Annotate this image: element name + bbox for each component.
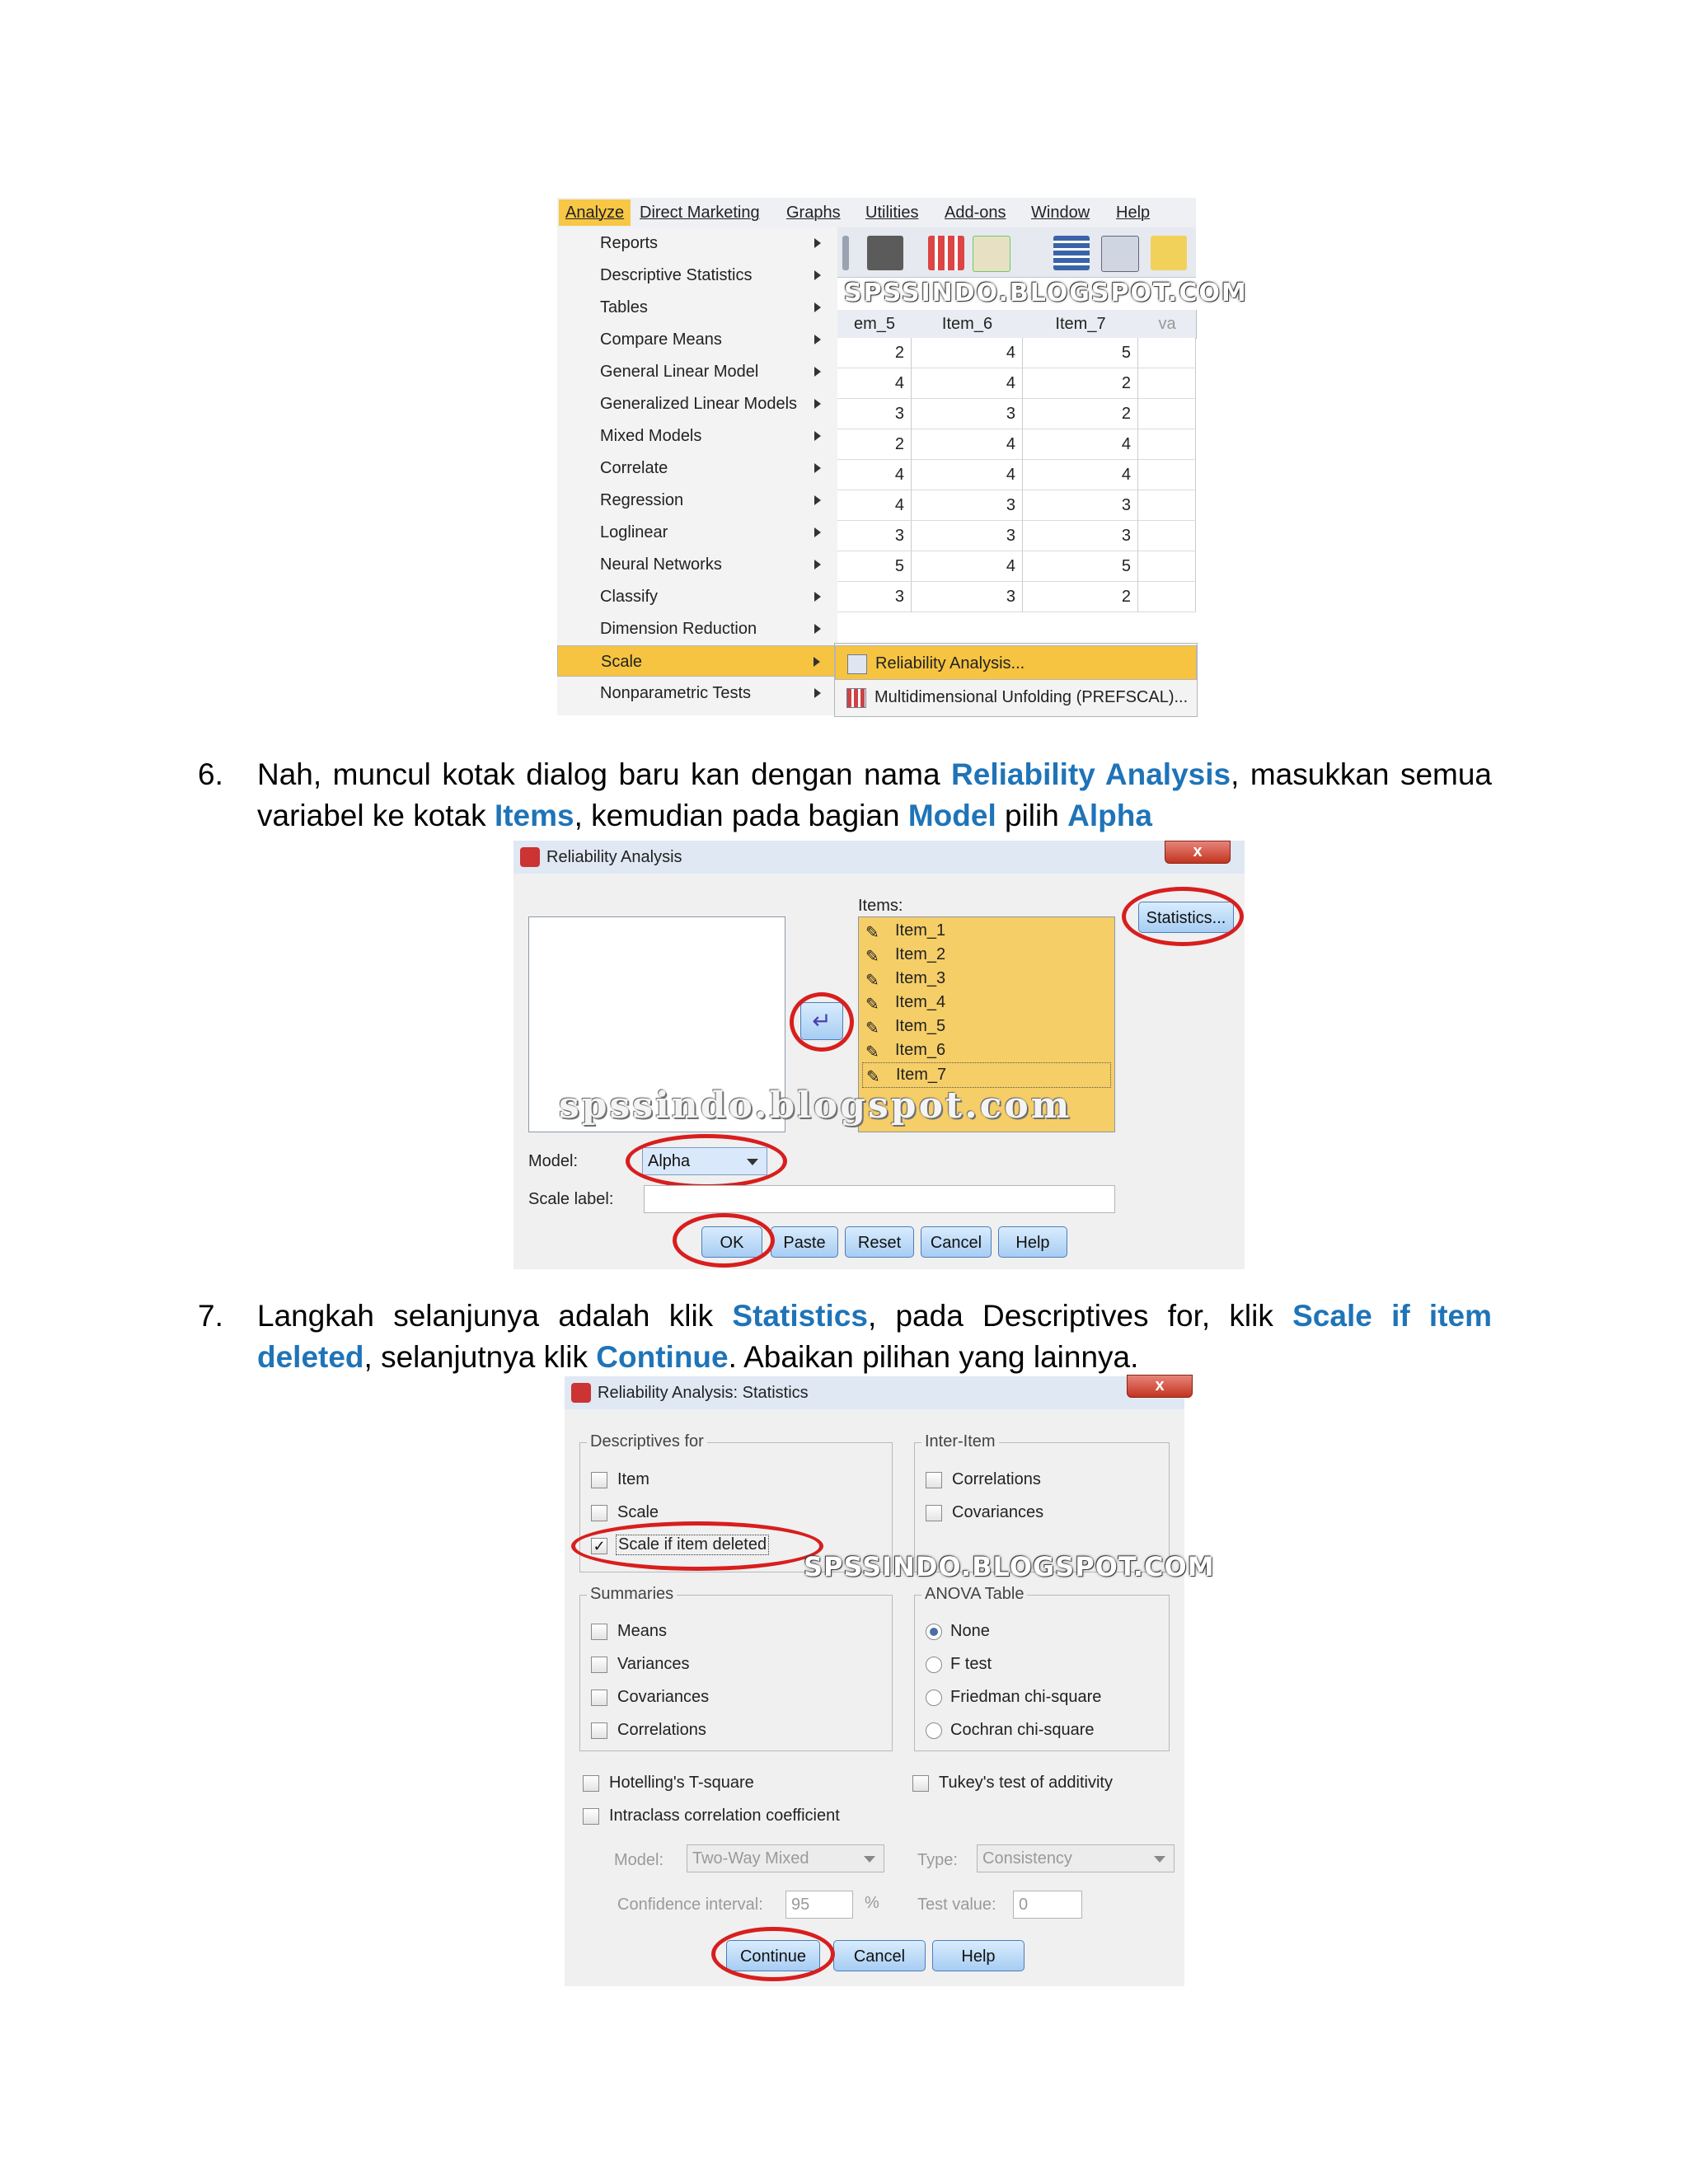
grid-cell[interactable]: 4: [1023, 429, 1138, 460]
dialog-title: Reliability Analysis: [546, 848, 682, 866]
group-title: ANOVA Table: [921, 1585, 1027, 1604]
grid-cell[interactable]: 2: [837, 338, 912, 368]
covariances-summary-checkbox[interactable]: [591, 1690, 607, 1706]
model-label: Model:: [614, 1851, 664, 1869]
menu-item-label: Reports: [600, 234, 659, 252]
step-7-paragraph: [198, 1296, 1492, 1378]
submenu-arrow-icon: [814, 335, 821, 344]
help-button[interactable]: Help: [998, 1226, 1067, 1258]
submenu-arrow-icon: [814, 463, 821, 473]
menu-item-neural-networks[interactable]: [557, 549, 837, 580]
menu-item-mixed-models[interactable]: [557, 420, 837, 452]
step-6-paragraph: [198, 754, 1492, 837]
menu-item-label: Nonparametric Tests: [600, 684, 752, 702]
text: pilih: [996, 799, 1068, 832]
model-value: Alpha: [648, 1152, 691, 1170]
app-icon: [520, 847, 540, 867]
type-label: Type:: [917, 1851, 958, 1869]
items-label: Items:: [858, 897, 903, 915]
grid-cell[interactable]: 3: [912, 399, 1023, 429]
text: Nah, muncul kotak dialog baru kan dengan nama: [257, 757, 952, 791]
text: , pada Descriptives for, klik: [867, 1299, 1293, 1333]
menu-item-label: Regression: [600, 491, 684, 509]
menu-item-regression[interactable]: [557, 485, 837, 516]
menu-item-label: Descriptive Statistics: [600, 266, 753, 284]
close-button[interactable]: x: [1165, 841, 1231, 864]
menu-graphs[interactable]: Graphs: [786, 204, 841, 222]
correlations-checkbox[interactable]: [926, 1472, 942, 1488]
highlight: Continue: [596, 1340, 729, 1374]
intraclass-checkbox[interactable]: [583, 1808, 599, 1825]
f-test-radio[interactable]: [926, 1657, 942, 1673]
checkbox-label: Hotelling's T-square: [609, 1774, 754, 1792]
menu-item-label: Tables: [600, 298, 648, 316]
dialog-title: Reliability Analysis: Statistics: [598, 1384, 809, 1402]
text: , masukkan semua variabel ke kotak: [257, 757, 1492, 832]
move-arrow-button[interactable]: ↵: [800, 1002, 843, 1040]
radio-label: Cochran chi-square: [950, 1721, 1095, 1739]
submenu-arrow-icon: [814, 302, 821, 312]
menu-item-tables[interactable]: [557, 292, 837, 323]
menu-item-loglinear[interactable]: [557, 517, 837, 548]
close-button[interactable]: x: [1127, 1375, 1193, 1398]
model-value: Two-Way Mixed: [692, 1849, 809, 1868]
insert-variable-icon[interactable]: [973, 236, 1010, 272]
radio-label: F test: [950, 1655, 992, 1673]
grid-cell[interactable]: 4: [837, 460, 912, 490]
submenu-item-label: Multidimensional Unfolding (PREFSCAL)...: [874, 688, 1189, 706]
grid-cell[interactable]: 4: [837, 490, 912, 521]
menu-analyze[interactable]: Analyze: [559, 199, 631, 226]
item-label: Item_7: [896, 1066, 947, 1084]
analyze-dropdown: [557, 227, 838, 715]
tukey-checkbox[interactable]: [912, 1775, 929, 1792]
grid-cell[interactable]: 4: [912, 368, 1023, 399]
menu-item-label: Correlate: [600, 459, 668, 477]
text: Langkah selanjunya adalah klik: [257, 1299, 733, 1333]
checkbox-label: Covariances: [617, 1688, 710, 1706]
highlight: Statistics: [732, 1299, 868, 1333]
highlight: Alpha: [1067, 799, 1152, 832]
grid-cell[interactable]: 3: [1023, 521, 1138, 551]
group-title: Summaries: [587, 1585, 677, 1604]
confidence-interval-label: Confidence interval:: [617, 1896, 763, 1914]
menu-window[interactable]: Window: [1031, 204, 1090, 222]
highlight-ring: [790, 992, 854, 1052]
menu-item-label: Compare Means: [600, 330, 722, 349]
toolbar-separator: [842, 236, 849, 270]
chevron-down-icon: [864, 1856, 875, 1863]
grid-cell[interactable]: 5: [837, 551, 912, 582]
grid-cell[interactable]: 2: [1023, 582, 1138, 612]
ok-button[interactable]: OK: [701, 1226, 762, 1258]
menu-item-compare-means[interactable]: [557, 324, 837, 355]
correlations-summary-checkbox[interactable]: [591, 1722, 607, 1739]
column-header[interactable]: Item_6: [912, 310, 1024, 339]
text: , kemudian pada bagian: [574, 799, 908, 832]
cochran-radio[interactable]: [926, 1722, 942, 1739]
grid-cell[interactable]: 3: [912, 490, 1023, 521]
checkbox-label: Covariances: [952, 1503, 1044, 1521]
submenu-arrow-icon: [814, 527, 821, 537]
scale-variable-icon: ✎: [865, 1019, 879, 1038]
menu-item-generalized-linear-models[interactable]: [557, 388, 837, 419]
reset-button[interactable]: Reset: [845, 1226, 914, 1258]
type-dropdown: [977, 1844, 1175, 1872]
chevron-down-icon: [1154, 1856, 1165, 1863]
grid-cell[interactable]: [1138, 521, 1196, 551]
select-cases-icon[interactable]: [1151, 236, 1187, 270]
submenu-arrow-icon: [814, 431, 821, 441]
continue-button[interactable]: Continue: [726, 1940, 820, 1971]
menu-item-label: Dimension Reduction: [600, 620, 757, 638]
highlight-ring: [1122, 887, 1244, 946]
highlight-ring: [673, 1213, 775, 1268]
grid-cell[interactable]: 3: [912, 521, 1023, 551]
grid-cell[interactable]: [1138, 368, 1196, 399]
highlight: Scale if item deleted: [257, 1299, 1492, 1374]
menu-item-general-linear-model[interactable]: [557, 356, 837, 387]
menu-item-label: General Linear Model: [600, 363, 759, 381]
grid-cell[interactable]: [1138, 399, 1196, 429]
cancel-button[interactable]: Cancel: [833, 1940, 926, 1971]
group-title: Inter-Item: [921, 1432, 999, 1451]
submenu-item-reliability-analysis[interactable]: [835, 645, 1197, 680]
item-checkbox[interactable]: [591, 1472, 607, 1488]
highlight-ring: [571, 1521, 823, 1571]
menubar: [557, 198, 1196, 228]
menu-item-descriptive-statistics[interactable]: [557, 260, 837, 291]
menu-help[interactable]: Help: [1116, 204, 1151, 222]
watermark: spssindo.blogspot.com: [559, 1085, 1072, 1127]
reliability-analysis-dialog: [513, 841, 1245, 1269]
scale-variable-icon: ✎: [866, 1068, 880, 1086]
grid-cell[interactable]: [1138, 338, 1196, 368]
scale-label-input[interactable]: [644, 1185, 1115, 1213]
reliability-statistics-dialog: [565, 1376, 1215, 1986]
split-file-icon[interactable]: [1053, 236, 1090, 270]
submenu-arrow-icon: [814, 399, 821, 409]
grid-cell[interactable]: [1138, 551, 1196, 582]
checkbox-label: Scale: [617, 1503, 659, 1521]
submenu-arrow-icon: [814, 238, 821, 248]
reliability-icon: [847, 654, 867, 674]
grid-cell[interactable]: [1138, 490, 1196, 521]
watermark: SPSSINDO.BLOGSPOT.COM: [844, 279, 1248, 307]
grid-cell[interactable]: [1138, 582, 1196, 612]
submenu-item-label: Reliability Analysis...: [875, 654, 1025, 673]
toolbar: [837, 227, 1196, 278]
menu-item-reports[interactable]: [557, 227, 837, 259]
covariances-checkbox[interactable]: [926, 1505, 942, 1521]
submenu-arrow-icon: [814, 624, 821, 634]
title-bar: [513, 841, 1245, 874]
percent-label: %: [865, 1894, 879, 1912]
submenu-arrow-icon: [814, 592, 821, 602]
scale-variable-icon: ✎: [865, 972, 879, 990]
grid-cell[interactable]: 5: [1023, 551, 1138, 582]
scale-submenu: [834, 643, 1198, 717]
group-title: Descriptives for: [587, 1432, 707, 1451]
confidence-interval-input: 95: [785, 1891, 853, 1919]
step-number: 6.: [198, 757, 223, 791]
item-label: Item_4: [895, 993, 946, 1011]
scale-variable-icon: ✎: [865, 1043, 879, 1062]
submenu-arrow-icon: [814, 560, 821, 569]
checkbox-label: Correlations: [952, 1470, 1041, 1488]
menu-item-label: Loglinear: [600, 523, 668, 541]
hotelling-checkbox[interactable]: [583, 1775, 599, 1792]
scale-if-item-deleted-checkbox[interactable]: ✓: [591, 1538, 607, 1554]
highlight-ring: [626, 1134, 787, 1188]
submenu-arrow-icon: [814, 495, 821, 505]
menu-add-ons[interactable]: Add-ons: [945, 204, 1006, 222]
grid-cell[interactable]: 4: [912, 338, 1023, 368]
grid-cell[interactable]: 5: [1023, 338, 1138, 368]
grid-cell[interactable]: 3: [912, 582, 1023, 612]
radio-label: Friedman chi-square: [950, 1688, 1102, 1706]
paste-button[interactable]: Paste: [771, 1226, 838, 1258]
checkbox-label: Tukey's test of additivity: [939, 1774, 1113, 1792]
text: , selanjutnya klik: [363, 1340, 597, 1374]
grid-cell[interactable]: 4: [912, 429, 1023, 460]
highlight: Model: [907, 799, 996, 832]
item-label: Item_6: [895, 1041, 946, 1059]
column-header[interactable]: em_5: [837, 310, 912, 339]
type-value: Consistency: [982, 1849, 1072, 1868]
grid-cell[interactable]: 3: [837, 582, 912, 612]
highlight-ring: [711, 1927, 835, 1981]
test-value-label: Test value:: [917, 1896, 996, 1914]
grid-cell[interactable]: 4: [912, 460, 1023, 490]
submenu-item-multidimensional-unfolding[interactable]: [835, 680, 1197, 715]
checkbox-label: Intraclass correlation coefficient: [609, 1807, 840, 1825]
menu-item-nonparametric-tests[interactable]: [557, 677, 837, 709]
radio-label: None: [950, 1622, 990, 1640]
item-label: Item_2: [895, 945, 946, 963]
submenu-arrow-icon: [814, 657, 820, 667]
test-value-input: 0: [1013, 1891, 1082, 1919]
checkbox-label: Scale if item deleted: [616, 1535, 769, 1555]
step-number: 7.: [198, 1299, 223, 1333]
model-dropdown: [687, 1844, 884, 1872]
step-text: [257, 754, 1492, 837]
step-text: [257, 1296, 1492, 1378]
unfolding-icon: [846, 688, 866, 708]
app-icon: [571, 1383, 591, 1403]
text: . Abaikan pilihan yang lainnya.: [728, 1340, 1139, 1374]
checkbox-label: Means: [617, 1622, 668, 1640]
item-label: Item_3: [895, 969, 946, 987]
menu-item-scale[interactable]: [557, 645, 837, 677]
scale-label-label: Scale label:: [528, 1190, 614, 1208]
menu-item-label: Generalized Linear Models: [600, 395, 798, 413]
weight-cases-icon[interactable]: [1101, 236, 1139, 272]
checkbox-label: Correlations: [617, 1721, 706, 1739]
grid-cell[interactable]: 3: [837, 521, 912, 551]
item-label: Item_5: [895, 1017, 946, 1035]
watermark: SPSSINDO.BLOGSPOT.COM: [804, 1551, 1215, 1582]
model-label: Model:: [528, 1152, 579, 1170]
checkbox-label: Item: [617, 1470, 649, 1488]
menu-utilities[interactable]: Utilities: [865, 204, 919, 222]
column-header[interactable]: Item_7: [1023, 310, 1139, 339]
statistics-button[interactable]: Statistics...: [1138, 902, 1234, 933]
help-button[interactable]: Help: [932, 1940, 1025, 1971]
grid-cell[interactable]: 4: [837, 368, 912, 399]
item-label: Item_1: [895, 921, 946, 940]
menu-item-dimension-reduction[interactable]: [557, 613, 837, 644]
submenu-arrow-icon: [814, 688, 821, 698]
menu-item-correlate[interactable]: [557, 452, 837, 484]
menu-item-label: Scale: [601, 653, 643, 671]
grid-cell[interactable]: 4: [1023, 460, 1138, 490]
grid-cell[interactable]: 3: [1023, 490, 1138, 521]
means-checkbox[interactable]: [591, 1624, 607, 1640]
menu-direct-marketing[interactable]: Direct Marketing: [640, 204, 760, 222]
cancel-button[interactable]: Cancel: [921, 1226, 992, 1258]
variances-checkbox[interactable]: [591, 1657, 607, 1673]
grid-cell[interactable]: [1138, 429, 1196, 460]
submenu-arrow-icon: [814, 270, 821, 280]
scale-variable-icon: ✎: [865, 924, 879, 942]
scale-checkbox[interactable]: [591, 1505, 607, 1521]
menu-item-label: Mixed Models: [600, 427, 702, 445]
menu-item-label: Classify: [600, 588, 659, 606]
grid-cell[interactable]: 2: [1023, 399, 1138, 429]
grid-cell[interactable]: [1138, 460, 1196, 490]
binoculars-icon[interactable]: [867, 236, 903, 270]
grid-cell[interactable]: 2: [1023, 368, 1138, 399]
grid-cell[interactable]: 4: [912, 551, 1023, 582]
insert-cases-icon[interactable]: [928, 236, 964, 270]
grid-cell[interactable]: 3: [837, 399, 912, 429]
column-header[interactable]: va: [1138, 310, 1197, 339]
scale-variable-icon: ✎: [865, 996, 879, 1014]
highlight: Items: [494, 799, 574, 832]
scale-variable-icon: ✎: [865, 948, 879, 966]
menu-item-classify[interactable]: [557, 581, 837, 612]
friedman-radio[interactable]: [926, 1690, 942, 1706]
grid-cell[interactable]: 2: [837, 429, 912, 460]
spss-analyze-menu-screenshot: [557, 198, 1248, 715]
menu-item-label: Neural Networks: [600, 555, 722, 574]
title-bar: [565, 1376, 1184, 1409]
submenu-arrow-icon: [814, 367, 821, 377]
checkbox-label: Variances: [617, 1655, 690, 1673]
highlight: Reliability Analysis: [951, 757, 1231, 791]
none-radio[interactable]: [926, 1624, 942, 1640]
